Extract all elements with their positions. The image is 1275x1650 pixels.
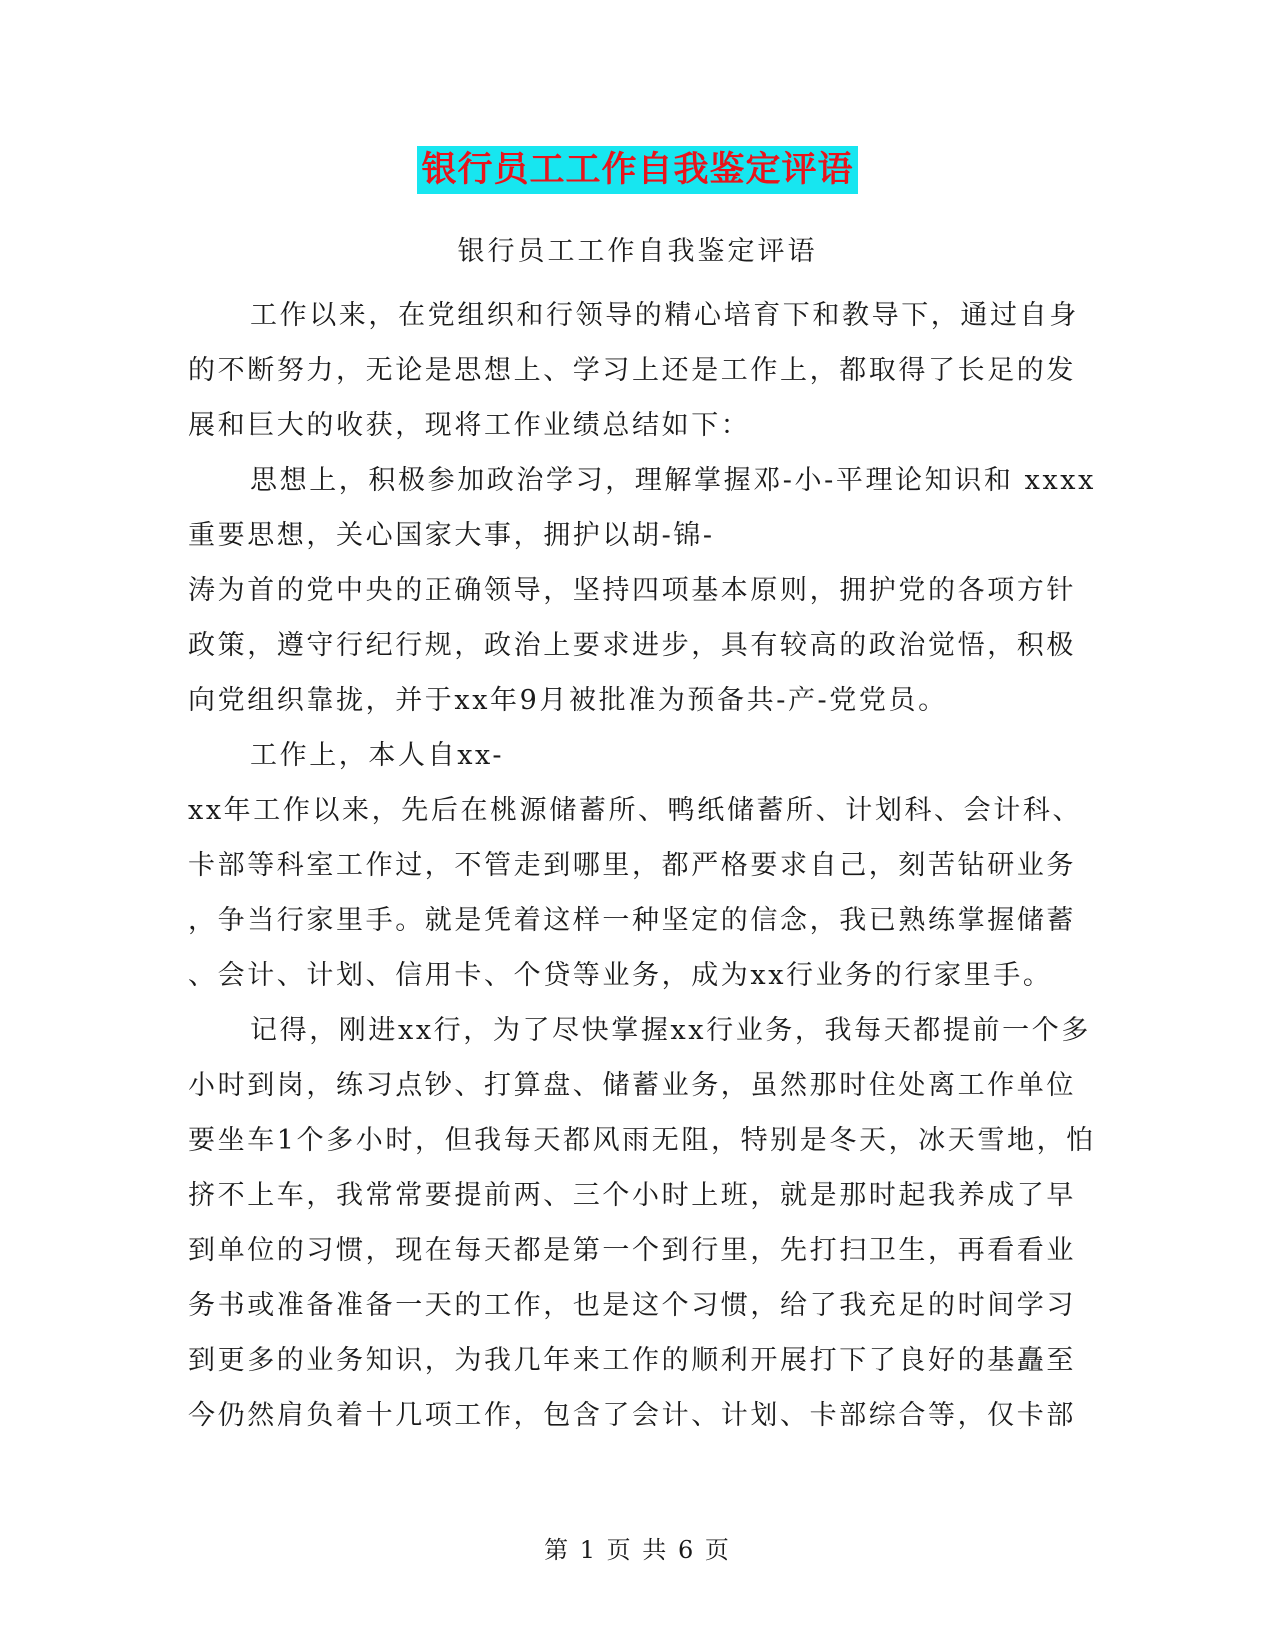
text-line: 要坐车1个多小时，但我每天都风雨无阻，特别是冬天，冰天雪地，怕 (188, 1125, 1096, 1156)
text-line: 务书或准备准备一天的工作，也是这个习惯，给了我充足的时间学习 (188, 1290, 1076, 1321)
text-line: 到单位的习惯，现在每天都是第一个到行里，先打扫卫生，再看看业 (188, 1235, 1076, 1266)
text-line: 的不断努力，无论是思想上、学习上还是工作上，都取得了长足的发 (188, 355, 1076, 386)
text-line: 到更多的业务知识，为我几年来工作的顺利开展打下了良好的基矗至 (188, 1345, 1076, 1376)
text-line: 卡部等科室工作过，不管走到哪里，都严格要求自己，刻苦钻研业务 (188, 850, 1076, 881)
text-line: 向党组织靠拢，并于xx年9月被批准为预备共-产-党党员。 (188, 685, 948, 716)
text-line: 涛为首的党中央的正确领导，坚持四项基本原则，拥护党的各项方针 (188, 575, 1076, 606)
text-line: 工作上，本人自xx- (250, 740, 505, 771)
text-line: 展和巨大的收获，现将工作业绩总结如下： (188, 410, 751, 441)
document-subtitle: 银行员工工作自我鉴定评语 (457, 236, 818, 267)
text-line: 政策，遵守行纪行规，政治上要求进步，具有较高的政治觉悟，积极 (188, 630, 1076, 661)
text-line: 挤不上车，我常常要提前两、三个小时上班，就是那时起我养成了早 (188, 1180, 1076, 1211)
page-number-footer: 第 1 页 共 6 页 (544, 1536, 731, 1564)
text-line: 记得，刚进xx行，为了尽快掌握xx行业务，我每天都提前一个多 (250, 1015, 1091, 1046)
title-container (0, 146, 1275, 194)
text-line: 思想上，积极参加政治学习，理解掌握邓-小-平理论知识和 xxxx (250, 465, 1096, 496)
text-line: xx年工作以来，先后在桃源储蓄所、鸭纸储蓄所、计划科、会计科、 (188, 795, 1083, 826)
text-line: 重要思想，关心国家大事，拥护以胡-锦- (188, 520, 715, 551)
text-line: 小时到岗，练习点钞、打算盘、储蓄业务，虽然那时住处离工作单位 (188, 1070, 1076, 1101)
text-line: ，争当行家里手。就是凭着这样一种坚定的信念，我已熟练掌握储蓄 (188, 905, 1076, 936)
text-line: 今仍然肩负着十几项工作，包含了会计、计划、卡部综合等，仅卡部 (188, 1400, 1076, 1431)
text-line: 、会计、计划、信用卡、个贷等业务，成为xx行业务的行家里手。 (188, 960, 1053, 991)
document-body (188, 288, 1096, 1443)
document-title: 银行员工工作自我鉴定评语 (417, 146, 857, 194)
text-line: 工作以来，在党组织和行领导的精心培育下和教导下，通过自身 (250, 300, 1079, 331)
